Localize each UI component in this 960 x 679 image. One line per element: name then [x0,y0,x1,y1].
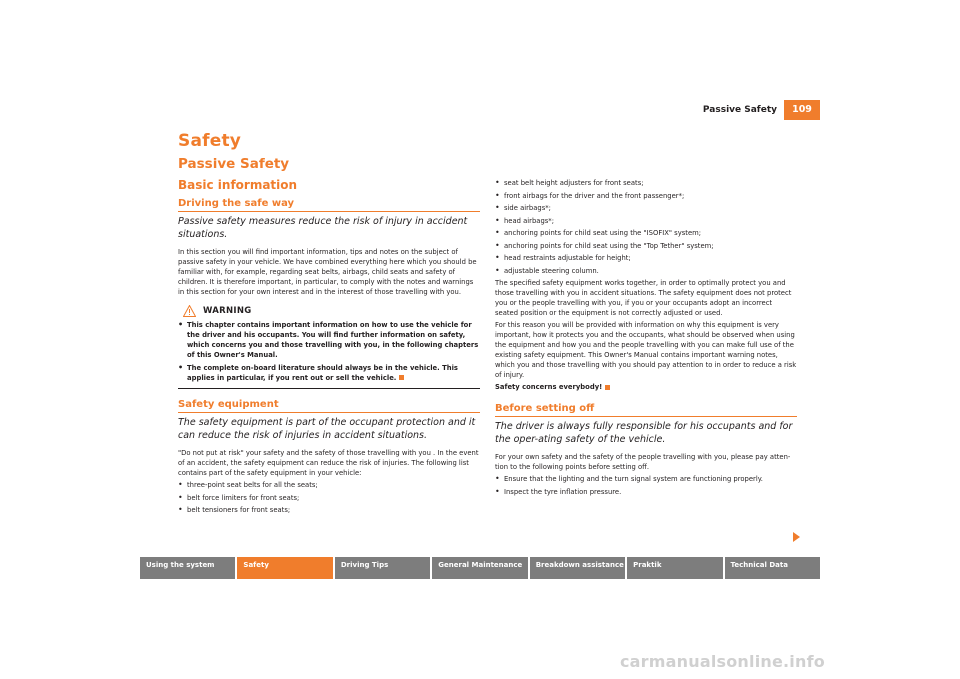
bullet-dot: • [495,474,500,483]
tab-using-the-system[interactable]: Using the system [140,557,237,579]
list-item: • adjustable steering column. [495,265,599,275]
body-before-setting-off: For your own safety and the safety of the people travelling with you, please pay atten-tion to the following points before setting off. [495,453,791,471]
list-item: • three-point seat belts for all the seats; [178,480,318,489]
list-item: • head airbags*; [495,215,555,225]
lead-safety-equipment: The safety equipment is part of the occupant protection and it can reduce the risk of injuries in accident situations. [178,417,476,441]
list-item: • side airbags*; [495,203,551,212]
tab-driving-tips[interactable]: Driving Tips [335,557,432,579]
watermark: carmanualsonline.info [620,652,825,671]
bullet-dot: • [495,240,500,250]
equipment-list-right [495,178,797,276]
warning-header [178,305,480,317]
left-column [178,128,480,518]
list-item: • Ensure that the lighting and the turn signal system are functioning properly. [495,474,763,483]
bullet-dot: • [495,265,500,275]
bullet-dot: • [178,505,183,514]
list-item: • seat belt height adjusters for front seats; [495,178,644,187]
paragraph-information: For this reason you will be provided with information on why this equipment is very important, how it protects you and the occupants, what should be observed when using the equipment and how you and the people travelling with you can make full use of the existing safety equipment. This Owner's Manual contains important warning notes, which you and those travelling with you should pay attention to in order to reduce a risk of injury. [495,321,797,379]
body-safety-equipment: "Do not put at risk" your safety and the safety of those travelling with you . In the event of an accident, the safety equipment can reduce the risk of injuries. The following list contains part of the safety equipment in your vehicle: [178,449,479,477]
list-item: • belt tensioners for front seats; [178,505,291,514]
section-end-icon [605,385,610,390]
equipment-list-left [178,480,480,515]
bullet-dot: • [495,215,500,225]
heading-driving-safe-way: Driving the safe way [178,198,480,212]
lead-before-setting-off: The driver is always fully responsible for his occupants and for the oper-ating safety of the vehicle. [495,421,793,445]
warning-item: • The complete on-board literature should always be in the vehicle. This applies in particular, if you rent out or sell the vehicle. [178,362,458,382]
list-item: • Inspect the tyre inflation pressure. [495,486,622,496]
tab-general-maintenance[interactable]: General Maintenance [432,557,529,579]
bullet-dot: • [178,480,183,489]
bullet-dot: • [495,178,500,187]
tab-technical-data[interactable]: Technical Data [725,557,820,579]
chapter-nav [140,557,820,579]
right-column [495,128,797,499]
checklist [495,474,797,497]
closing-line: Safety concerns everybody! [495,382,797,392]
warning-triangle-icon [183,305,196,317]
paragraph-equipment-works: The specified safety equipment works together, in order to optimally protect you and those travelling with you in accident situations. The safety equipment does not protect you or the people travelling with you, if you or your occupants adopt an incorrect seated position or the equipment is not correctly adjusted or used. [495,279,792,317]
tab-praktik[interactable]: Praktik [627,557,724,579]
section-title: Passive Safety [178,156,290,172]
list-item: • belt force limiters for front seats; [178,492,300,502]
bullet-dot: • [495,190,500,200]
warning-box [178,305,480,389]
body-driving-safe-way: In this section you will find important information, tips and notes on the subject of passive safety in your vehicle. We have combined everything here which you should be familiar with, for example, regarding seat belts, airbags, child seats and safety of children. It is therefore important, in particular, to comply with the notes and warnings in this section for your own interest and in the interest of those travelling with you. [178,248,477,296]
lead-driving-safe-way: Passive safety measures reduce the risk of injury in accident situations. [178,216,468,240]
continue-arrow-icon[interactable] [793,532,800,542]
warning-title: WARNING [203,306,252,316]
page-number: 109 [784,100,820,120]
list-item: • front airbags for the driver and the front passenger*; [495,190,685,200]
warning-item: • This chapter contains important information on how to use the vehicle for the driver and his occupants. You will find further information on safety, which concerns you and those travelling with you, in the following chapters of this Owner's Manual. [178,320,479,359]
heading-safety-equipment: Safety equipment [178,399,480,413]
bullet-dot: • [495,486,500,496]
running-head: Passive Safety [702,105,777,115]
heading-before-setting-off: Before setting off [495,403,797,417]
list-item: • anchoring points for child seat using the "Top Tether" system; [495,240,714,250]
bullet-dot: • [495,203,500,212]
warning-list [178,320,480,383]
tab-safety[interactable]: Safety [237,557,334,579]
list-item: • head restraints adjustable for height; [495,253,631,262]
section-end-icon [399,375,404,380]
bullet-dot: • [495,228,500,237]
subsection-title: Basic information [178,178,298,192]
bullet-dot: • [178,362,184,372]
list-item: • anchoring points for child seat using the "ISOFIX" system; [495,228,702,237]
bullet-dot: • [178,492,183,502]
chapter-title: Safety [178,131,242,151]
bullet-dot: • [495,253,500,262]
tab-breakdown-assistance[interactable]: Breakdown assistance [530,557,627,579]
bullet-dot: • [178,320,184,329]
